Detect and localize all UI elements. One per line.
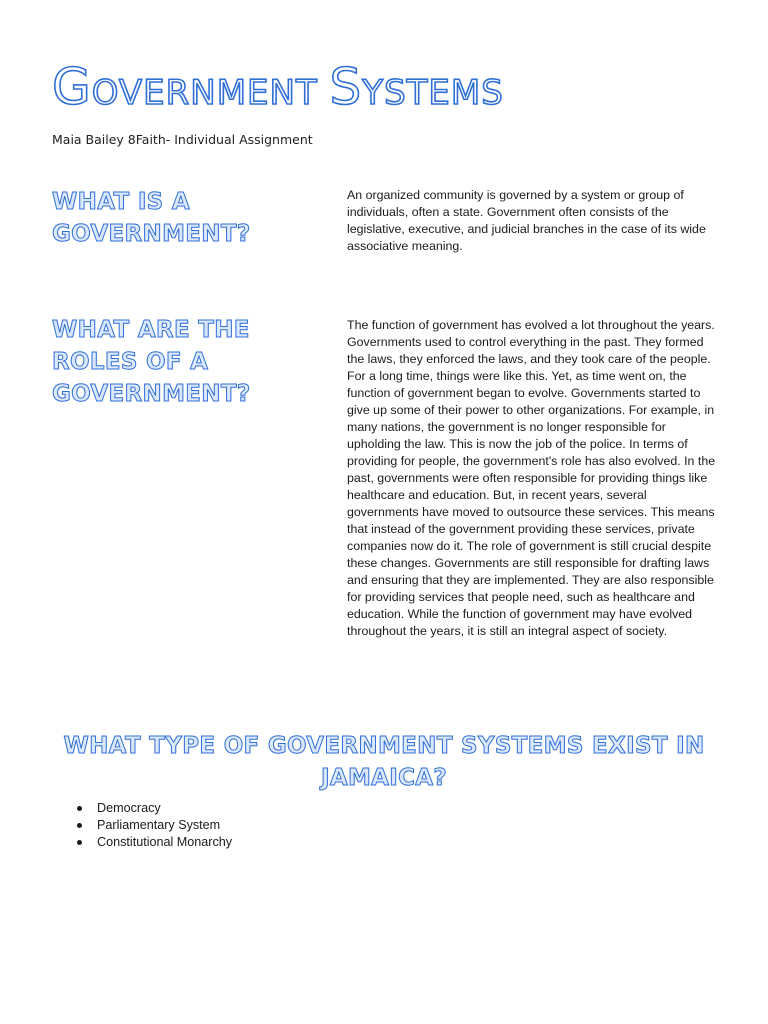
list-item-label: Parliamentary System (97, 818, 221, 832)
title-part: G (52, 58, 92, 116)
section-heading-jamaica-systems (0, 730, 768, 794)
government-systems-list (77, 800, 232, 851)
heading-line: JAMAICA? (320, 765, 448, 791)
bullet-icon (77, 806, 82, 811)
list-item (77, 800, 232, 817)
title-part: OVERNMENT (91, 73, 330, 113)
heading-line: GOVERNMENT? (52, 381, 251, 407)
heading-line: GOVERNMENT? (52, 221, 251, 247)
bullet-icon (77, 823, 82, 828)
title-part: YSTEMS (362, 73, 504, 113)
section-heading-what-is-government (52, 186, 322, 250)
page-title (52, 58, 504, 116)
section-heading-roles-of-government (52, 314, 322, 410)
list-item (77, 817, 232, 834)
author-line: Maia Bailey 8Faith- Individual Assignment (52, 132, 313, 147)
section-body-roles-of-government: The function of government has evolved a lot throughout the years. Governments used to control everything in the past. They formed the laws, they enforced the laws, and they took care of the people. For a long time, things were like this. Yet, as time went on, the function of government began to evolve. Governments started to give up some of their power to other organizations. For example, in many nations, the government is no longer responsible for upholding the law. This is now the job of the police. In terms of providing for people, the government's role has also evolved. In the past, governments were often responsible for providing things like healthcare and education. But, in recent years, several governments have moved to outsource these services. This means that instead of the government providing these services, private companies now do it. The role of government is still crucial despite these changes. Governments are still responsible for drafting laws and ensuring that they are implemented. They are also responsible for providing services that people need, such as healthcare and education. While the function of government may have evolved throughout the years, it is still an integral aspect of society. (347, 318, 716, 638)
title-part: S (329, 58, 363, 116)
heading-line: ROLES OF A (52, 349, 209, 375)
list-item (77, 834, 232, 851)
bullet-icon (77, 840, 82, 845)
section-body-what-is-government: An organized community is governed by a system or group of individuals, often a state. Government often consists of the legislative, executive, and judicial branches in the case of its wide associative meaning. (347, 188, 706, 253)
list-item-label: Constitutional Monarchy (97, 835, 233, 849)
list-item-label: Democracy (97, 801, 161, 815)
heading-line: WHAT TYPE OF GOVERNMENT SYSTEMS EXIST IN (63, 733, 705, 759)
heading-line: WHAT IS A (52, 189, 190, 215)
heading-line: WHAT ARE THE (52, 317, 250, 343)
